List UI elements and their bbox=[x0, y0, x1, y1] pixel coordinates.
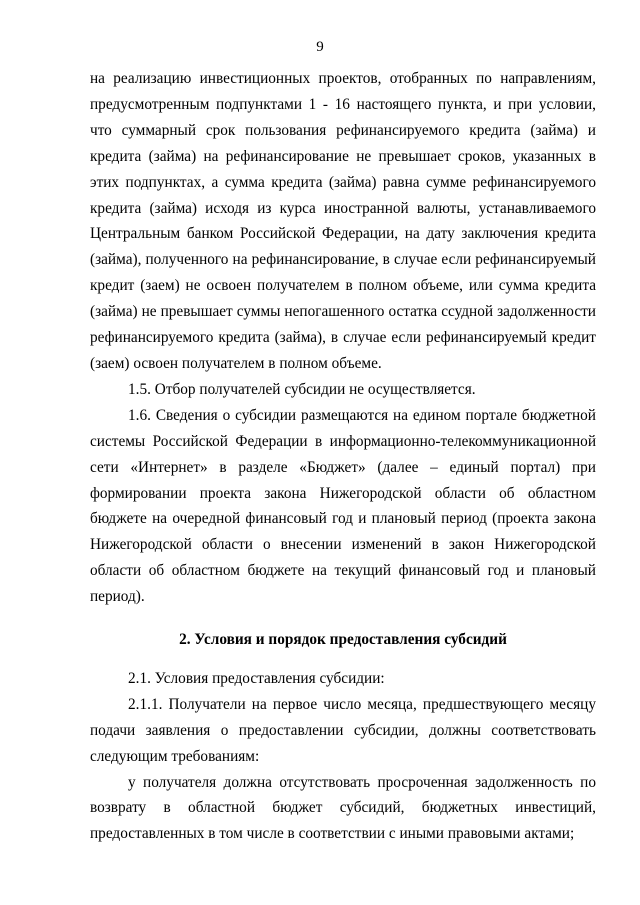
paragraph-continuation: на реализацию инвестиционных проектов, отобранных по направлениям, предусмотренным подпунктами 1 - 16 настоящего пункта, и при условии, что суммарный срок пользования рефинансируемого кредита (займа) и кредита (займа) на рефинансирование не превышает сроков, указанных в этих подпунктах, а сумма кредита (займа) равна сумме рефинансируемого кредита (займа) исходя из курса иностранной валюты, устанавливаемого Центральным банком Российской Федерации, на дату заключения кредита (займа), полученного на рефинансирование, в случае если рефинансируемый кредит (заем) не освоен получателем в полном объеме, или сумма кредита (займа) не превышает суммы непогашенного остатка ссудной задолженности рефинансируемого кредита (займа), в случае если рефинансируемый кредит (заем) освоен получателем в полном объеме. bbox=[90, 70, 596, 372]
document-body bbox=[90, 66, 596, 847]
paragraph-1-5: 1.5. Отбор получателей субсидии не осуществляется. bbox=[128, 380, 476, 398]
page-number: 9 bbox=[316, 39, 324, 55]
paragraph-requirement: у получателя должна отсутствовать просроченная задолженность по возврату в областной бюджет субсидий, бюджетных инвестиций, предоставленных в том числе в соответствии с иными правовыми актами; bbox=[90, 773, 596, 843]
section-heading: 2. Условия и порядок предоставления субсидий bbox=[179, 631, 507, 649]
paragraph-2-1-1: 2.1.1. Получатели на первое число месяца, предшествующего месяцу подачи заявления о предоставлении субсидии, должны соответствовать следующим требованиям: bbox=[90, 695, 596, 765]
paragraph-2-1: 2.1. Условия предоставления субсидии: bbox=[128, 669, 385, 687]
paragraph-1-6: 1.6. Сведения о субсидии размещаются на едином портале бюджетной системы Российской Федерации в информационно-телекоммуникационной сети «Интернет» в разделе «Бюджет» (далее – единый портал) при формировании проекта закона Нижегородской области об областном бюджете на очередной финансовый год и плановый период (проекта закона Нижегородской области о внесении изменений в закон Нижегородской области об областном бюджете на текущий финансовый год и плановый период). bbox=[90, 406, 596, 606]
